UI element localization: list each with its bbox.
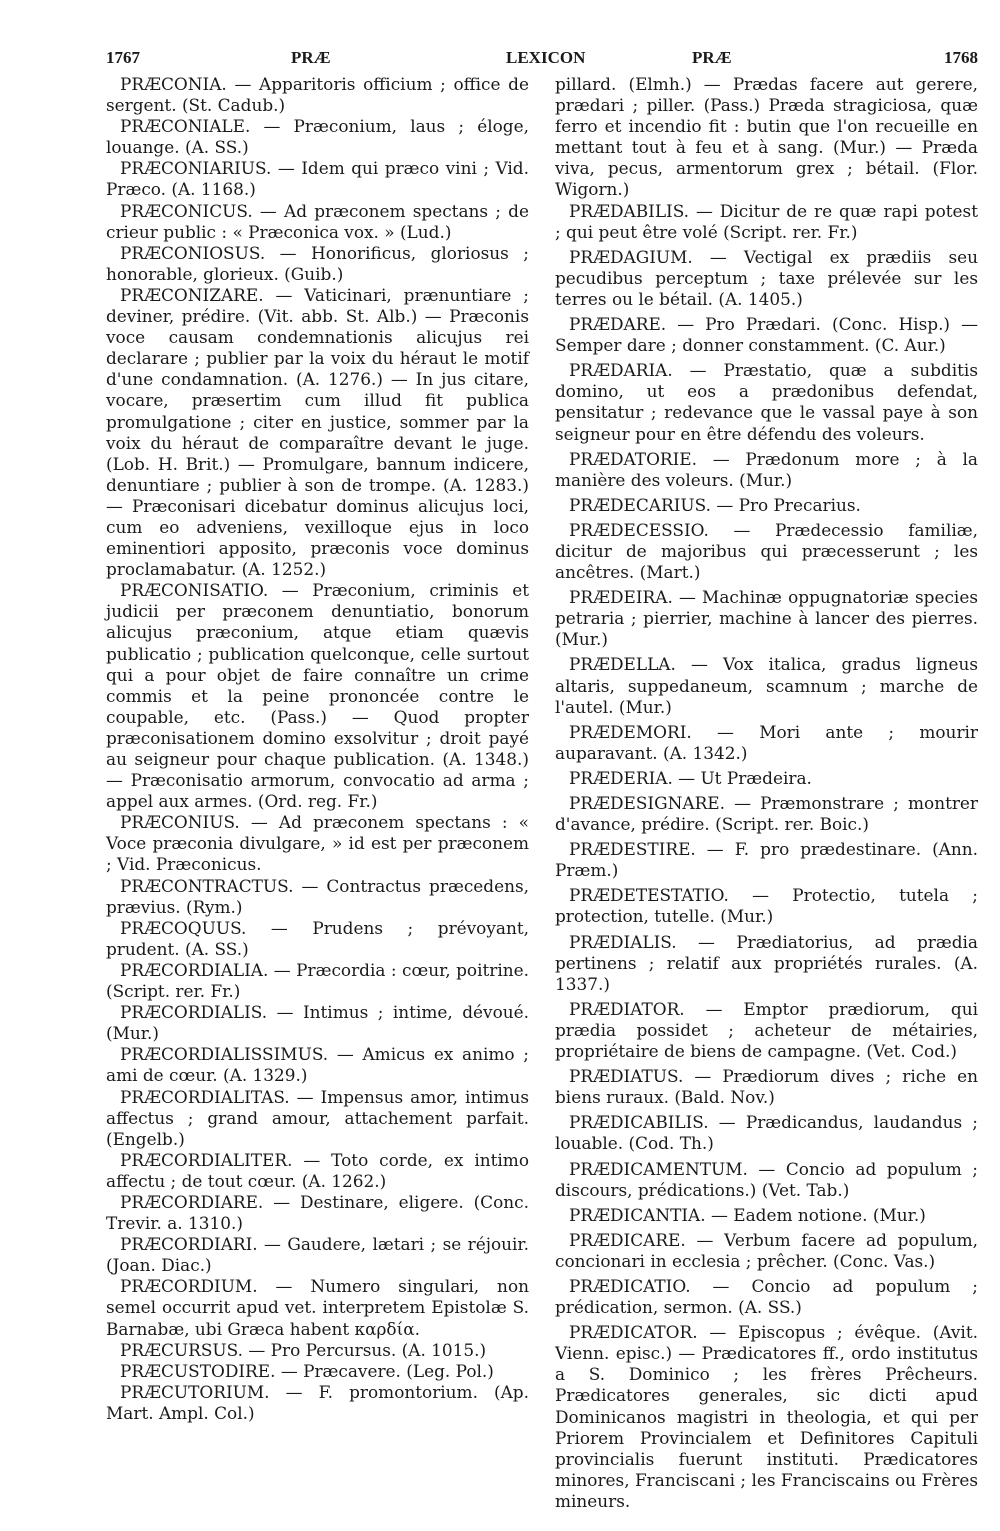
running-title: LEXICON [506,48,586,67]
section-marker-left: PRÆ [291,48,331,67]
entry: PRÆCONIALE. — Præconium, laus ; éloge, louange. (A. SS.) [106,116,529,158]
entry: PRÆDICATIO. — Concio ad populum ; prédication, sermon. (A. SS.) [555,1275,978,1318]
left-page-number: 1767 [106,48,140,67]
entry: PRÆCORDIALIA. — Præcordia : cœur, poitrine. (Script. rer. Fr.) [106,959,529,1002]
entry: PRÆDATORIE. — Prædonum more ; à la manière des voleurs. (Mur.) [555,448,978,490]
entry: PRÆDICABILIS. — Prædicandus, laudandus ; louable. (Cod. Th.) [555,1112,978,1154]
right-page-number: 1768 [944,48,978,67]
entry: PRÆCUTORIUM. — F. promontorium. (Ap. Mart. Ampl. Col.) [106,1381,529,1423]
entry: PRÆCONIARIUS. — Idem qui præco vini ; Vid. Præco. (A. 1168.) [106,158,529,200]
entry: PRÆDICARE. — Verbum facere ad populum, concionari in ecclesia ; prêcher. (Conc. Vas.) [555,1229,978,1271]
entry: PRÆDAGIUM. — Vectigal ex prædiis seu pecudibus perceptum ; taxe prélevée sur les terres ou le bétail. (A. 1405.) [555,246,978,309]
left-column [106,74,529,1424]
entry: PRÆDESIGNARE. — Præmonstrare ; montrer d'avance, prédire. (Script. rer. Boic.) [555,793,978,835]
entry: PRÆDERIA. — Ut Prædeira. [569,767,812,788]
entry: PRÆDICANTIA. — Eadem notione. (Mur.) [569,1204,926,1225]
entry: PRÆCONICUS. — Ad præconem spectans ; de crieur public : « Præconica vox. » (Lud.) [106,200,529,242]
entry: PRÆDELLA. — Vox italica, gradus ligneus altaris, suppedaneum, scamnum ; marche de l'autel. (Mur.) [555,654,978,717]
entry: PRÆCURSUS. — Pro Percursus. (A. 1015.) [120,1339,487,1360]
entry: PRÆDESTIRE. — F. pro prædestinare. (Ann. Præm.) [555,839,978,881]
entry: PRÆCONIZARE. — Vaticinari, prænuntiare ; deviner, prédire. (Vit. abb. St. Alb.) — Præconis voce causam condemnationis alicujus rei declarare ; publier par la voix du héraut le motif d'une condamnation. (A. 1276.) — In jus citare, vocare, præsertim cum illud fit publica promulgatione ; citer en justice, sommer par la voix du héraut de comparaître devant le juge. (Lob. H. Brit.) — Promulgare, bannum indicere, denuntiare ; publier à son de trompe. (A. 1283.) — Præconisari dicebatur dominus alicujus loci, cum eo adveniens, vexilloque ejus in loco eminentiori apposito, præconis voce dominus proclamabatur. (A. 1252.) [106,284,529,580]
entry: PRÆCONTRACTUS. — Contractus præcedens, prævius. (Rym.) [106,875,529,917]
entry: PRÆCORDIALITER. — Toto corde, ex intimo affectu ; de tout cœur. (A. 1262.) [106,1149,529,1191]
entry: PRÆCORDIARI. — Gaudere, lætari ; se réjouir. (Joan. Diac.) [106,1234,529,1276]
page-header [106,48,978,72]
section-marker-right: PRÆ [692,48,732,67]
entry: PRÆDETESTATIO. — Protectio, tutela ; protection, tutelle. (Mur.) [555,885,978,927]
entry: PRÆCORDIALITAS. — Impensus amor, intimus affectus ; grand amour, attachement parfait. (Engelb.) [106,1086,529,1149]
entry: PRÆDARIA. — Præstatio, quæ a subditis domino, ut eos a prædonibus defendat, pensitatur ; redevance que le vassal paye à son seigneur pour en être défendu des voleurs. [555,360,978,444]
entry: PRÆDABILIS. — Dicitur de re quæ rapi potest ; qui peut être volé (Script. rer. Fr.) [555,200,978,242]
entry: PRÆCUSTODIRE. — Præcavere. (Leg. Pol.) [120,1360,494,1381]
entry: PRÆCONIOSUS. — Honorificus, gloriosus ; honorable, glorieux. (Guib.) [106,242,529,284]
entry: PRÆDIATUS. — Prædiorum dives ; riche en biens ruraux. (Bald. Nov.) [555,1066,978,1108]
entry: PRÆCONIA. — Apparitoris officium ; office de sergent. (St. Cadub.) [106,74,529,116]
entry: PRÆCORDIALIS. — Intimus ; intime, dévoué. (Mur.) [106,1002,529,1044]
entry: PRÆCONIUS. — Ad præconem spectans : « Voce præconia divulgare, » id est per præconem ; Vid. Præconicus. [106,812,529,875]
entry: PRÆCOQUUS. — Prudens ; prévoyant, prudent. (A. SS.) [106,917,529,959]
entry: PRÆCORDIALISSIMUS. — Amicus ex animo ; ami de cœur. (A. 1329.) [106,1044,529,1086]
entry: PRÆDICAMENTUM. — Concio ad populum ; discours, prédications.) (Vet. Tab.) [555,1158,978,1200]
entry: PRÆCONISATIO. — Præconium, criminis et judicii per præconem denuntiatio, bonorum alicujus præconium, atque etiam quævis publicatio ; publication quelconque, celle surtout qui a pour objet de faire connaître un crime commis et la peine prononcée contre le coupable, etc. (Pass.) — Quod propter præconisationem domino exsolvitur ; droit payé au seigneur pour chaque publication. (A. 1348.) — Præconisatio armorum, convocatio ad arma ; appel aux armes. (Ord. reg. Fr.) [106,580,529,812]
entry: PRÆDECARIUS. — Pro Precarius. [569,494,861,515]
entry: PRÆDEMORI. — Mori ante ; mourir auparavant. (A. 1342.) [555,721,978,763]
entry: PRÆCORDIARE. — Destinare, eligere. (Conc. Trevir. a. 1310.) [106,1191,529,1234]
entry: PRÆDIATOR. — Emptor prædiorum, qui prædia possidet ; acheteur de métairies, propriétaire de biens de campagne. (Vet. Cod.) [555,998,978,1062]
right-column [555,74,978,1516]
entry: PRÆCORDIUM. — Numero singulari, non semel occurrit apud vet. interpretem Epistolæ S. Barnabæ, ubi Græca habent καρδία. [106,1276,529,1339]
entry: PRÆDECESSIO. — Prædecessio familiæ, dicitur de majoribus qui præcesserunt ; les ancêtres. (Mart.) [555,519,978,583]
entry: PRÆDARE. — Pro Prædari. (Conc. Hisp.) — Semper dare ; donner constamment. (C. Aur.) [555,314,978,356]
continued-entry: pillard. (Elmh.) — Prædas facere aut gerere, prædari ; piller. (Pass.) Præda stragiciosa, quæ ferro et incendio fit : butin que l'on recueille en mettant tout à feu et à sang. (Mur.) — Præda viva, pecus, armentorum grex ; bétail. (Flor. Wigorn.) [555,74,978,200]
entry: PRÆDICATOR. — Episcopus ; évêque. (Avit. Vienn. episc.) — Prædicatores ff., ordo institutus a S. Dominico ; les frères Prêcheurs. Prædicatores generales, sic dicti apud Dominicanos magistri in theologia, et qui per Priorem Provincialem et Definitores Capituli provincialis fuerunt instituti. Prædicatores minores, Franciscani ; les Franciscains ou Frères mineurs. [555,1322,978,1511]
entry: PRÆDIALIS. — Prædiatorius, ad prædia pertinens ; relatif aux propriétés rurales. (A. 1337.) [555,931,978,994]
entry: PRÆDEIRA. — Machinæ oppugnatoriæ species petraria ; pierrier, machine à lancer des pierres. (Mur.) [555,587,978,650]
